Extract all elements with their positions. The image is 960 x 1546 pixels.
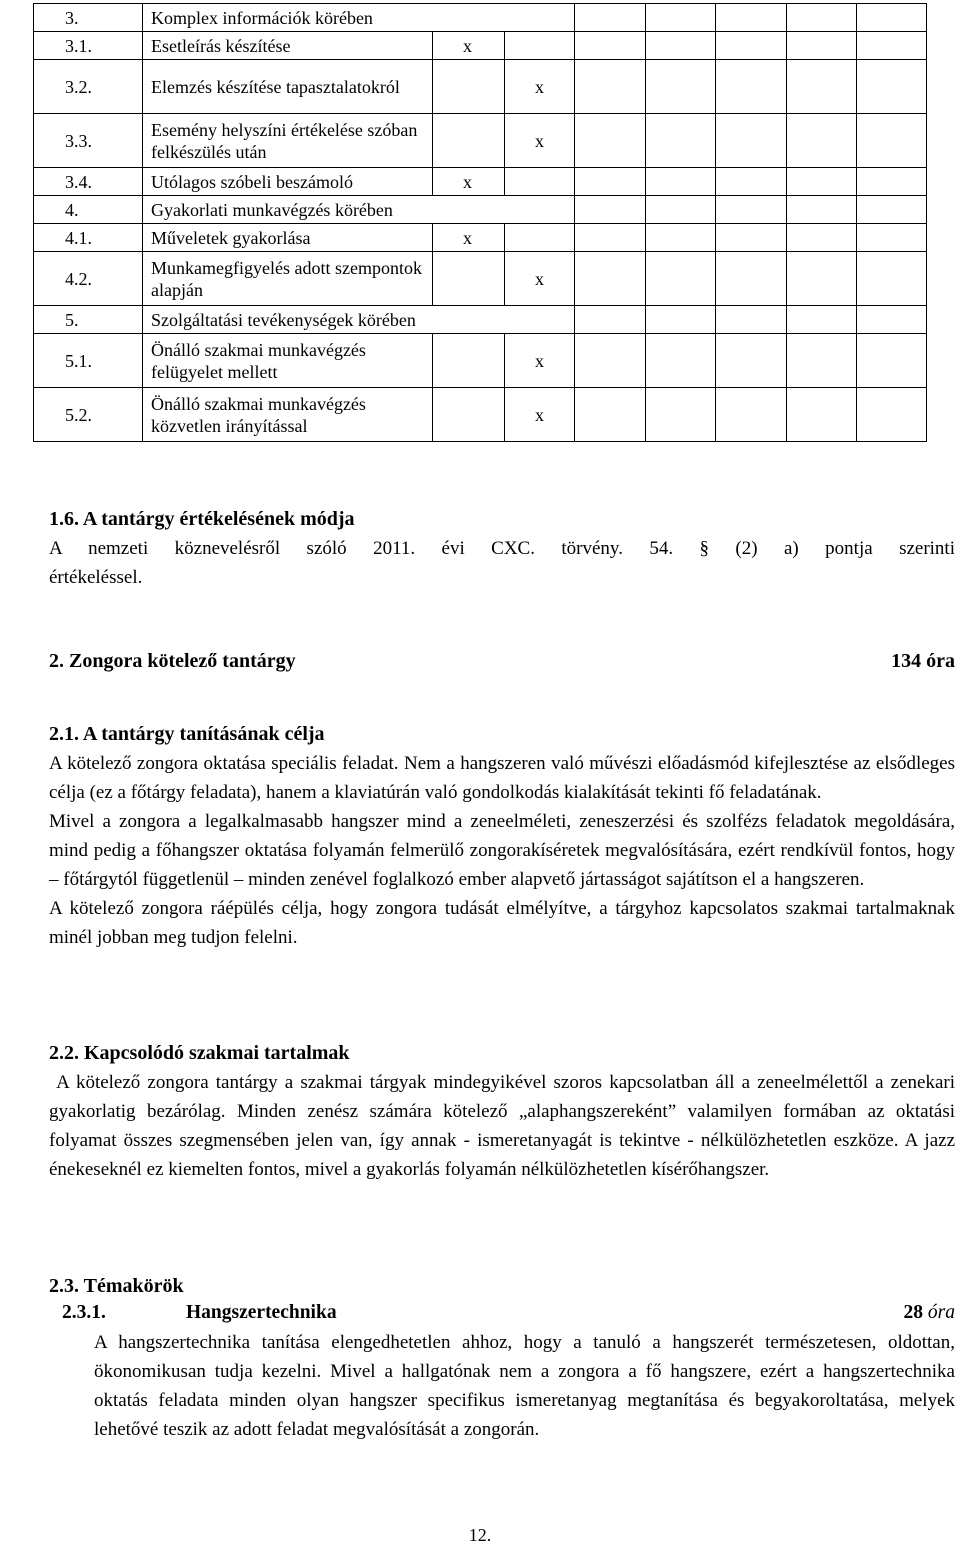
empty-cell [716, 306, 787, 334]
mark-cell: x [505, 114, 575, 168]
mark-cell: x [433, 32, 505, 60]
empty-cell [787, 60, 857, 114]
section-2-1-paragraph: A kötelező zongora ráépülés célja, hogy zongora tudását elmélyítve, a tárgyhoz kapcsolatos szakmai tartalmaknak minél jobban meg tudjon felelni. [49, 898, 955, 948]
empty-cell [857, 60, 927, 114]
section-1-6-line1: A nemzeti köznevelésről szóló 2011. évi CXC. törvény. 54. § (2) a) pontja szerinti [49, 538, 955, 559]
empty-cell [716, 60, 787, 114]
empty-cell [857, 114, 927, 168]
topic-number: 2.3.1. [62, 1302, 106, 1323]
empty-cell [857, 4, 927, 32]
table-row [34, 252, 927, 306]
empty-cell [787, 4, 857, 32]
empty-cell [787, 306, 857, 334]
row-number: 5.1. [34, 334, 143, 388]
mark-cell: x [433, 168, 505, 196]
section-2-3-heading: 2.3. Témakörök [49, 1275, 184, 1297]
mark-cell [505, 32, 575, 60]
mark-cell [433, 388, 505, 442]
chapter-title: 2. Zongora kötelező tantárgy [49, 650, 296, 672]
row-number: 3.2. [34, 60, 143, 114]
row-label: Önálló szakmai munkavégzés felügyelet mellett [143, 334, 433, 388]
mark-cell: x [505, 334, 575, 388]
row-number: 5.2. [34, 388, 143, 442]
table-row [34, 4, 927, 32]
empty-cell [716, 334, 787, 388]
empty-cell [857, 388, 927, 442]
empty-cell [575, 114, 646, 168]
empty-cell [575, 306, 646, 334]
empty-cell [857, 334, 927, 388]
mark-cell [505, 224, 575, 252]
mark-cell: x [433, 224, 505, 252]
table-row [34, 32, 927, 60]
assessment-table-body [34, 4, 927, 442]
empty-cell [857, 32, 927, 60]
empty-cell [575, 224, 646, 252]
empty-cell [787, 334, 857, 388]
empty-cell [716, 252, 787, 306]
row-label: Esemény helyszíni értékelése szóban felkészülés után [143, 114, 433, 168]
assessment-table [33, 3, 927, 442]
section-2-2-paragraph: A kötelező zongora tantárgy a szakmai tárgyak mindegyikével szoros kapcsolatban áll a zeneelmélettől a zenekari gyakorlatig bezárólag. Minden zenész számára kötelező „alaphangszereként” valamilyen formában az oktatási folyamat összes szegmensében jelen van, így annak - ismeretanyagát is tekintve - nélkülözhetetlen eszköze. A jazz énekeseknél ez kiemelten fontos, mivel a gyakorlás folyamán nélkülözhetetlen kísérőhangszer. [49, 1072, 960, 1180]
empty-cell [575, 196, 646, 224]
mark-cell [433, 334, 505, 388]
table-row [34, 168, 927, 196]
table-row [34, 60, 927, 114]
row-label: Utólagos szóbeli beszámoló [143, 168, 433, 196]
empty-cell [646, 224, 716, 252]
empty-cell [575, 334, 646, 388]
empty-cell [787, 32, 857, 60]
empty-cell [857, 252, 927, 306]
row-number: 3.1. [34, 32, 143, 60]
topic-body [94, 1328, 955, 1444]
row-number: 3.3. [34, 114, 143, 168]
empty-cell [646, 334, 716, 388]
empty-cell [575, 32, 646, 60]
mark-cell: x [505, 60, 575, 114]
empty-cell [857, 306, 927, 334]
empty-cell [716, 32, 787, 60]
empty-cell [787, 196, 857, 224]
mark-cell [433, 60, 505, 114]
empty-cell [716, 196, 787, 224]
mark-cell [433, 114, 505, 168]
empty-cell [646, 388, 716, 442]
empty-cell [716, 224, 787, 252]
table-row [34, 196, 927, 224]
empty-cell [575, 168, 646, 196]
empty-cell [646, 32, 716, 60]
empty-cell [857, 168, 927, 196]
row-number: 4.1. [34, 224, 143, 252]
row-number: 4.2. [34, 252, 143, 306]
table-row [34, 306, 927, 334]
mark-cell [505, 168, 575, 196]
empty-cell [575, 4, 646, 32]
empty-cell [787, 114, 857, 168]
mark-cell: x [505, 252, 575, 306]
row-number: 3.4. [34, 168, 143, 196]
empty-cell [716, 168, 787, 196]
empty-cell [787, 252, 857, 306]
empty-cell [646, 306, 716, 334]
section-1-6 [49, 505, 955, 592]
empty-cell [857, 196, 927, 224]
empty-cell [646, 196, 716, 224]
table-row [34, 334, 927, 388]
table-row [34, 388, 927, 442]
empty-cell [646, 168, 716, 196]
empty-cell [575, 60, 646, 114]
empty-cell [646, 252, 716, 306]
empty-cell [575, 388, 646, 442]
empty-cell [646, 4, 716, 32]
topic-hours [904, 1302, 955, 1324]
row-label: Szolgáltatási tevékenységek körében [143, 306, 575, 334]
row-label: Elemzés készítése tapasztalatokról [143, 60, 433, 114]
row-label: Munkamegfigyelés adott szempontok alapján [143, 252, 433, 306]
row-label: Gyakorlati munkavégzés körében [143, 196, 575, 224]
topic-hours-unit: óra [927, 1302, 955, 1323]
section-2-1-heading: 2.1. A tantárgy tanításának célja [49, 723, 325, 745]
topic-title: Hangszertechnika [186, 1302, 337, 1323]
empty-cell [575, 252, 646, 306]
row-number: 4. [34, 196, 143, 224]
topic-paragraph: A hangszertechnika tanítása elengedhetetlen ahhoz, hogy a tanuló a hangszerét természetesen, oldottan, ökonomikusan tudja kezelni. Mivel a hallgatónak nem a zongora a fő hangszere, ezért a hangszertechnika oktatás feladata minden olyan hangszer specifikus ismeretanyag megtanítása és begyakoroltatása, melyek lehetővé teszik az adott feladat megvalósítását a zongorán. [94, 1332, 955, 1440]
row-label: Komplex információk körében [143, 4, 575, 32]
chapter-heading [49, 650, 955, 673]
chapter-hours: 134 óra [891, 650, 955, 672]
empty-cell [787, 388, 857, 442]
topic-hours-number: 28 [903, 1302, 924, 1323]
section-2-1 [49, 720, 955, 952]
section-2-2 [49, 1039, 960, 1184]
section-2-1-paragraph: A kötelező zongora oktatása speciális feladat. Nem a hangszeren való művészi előadásmód kifejlesztése az elsődleges célja (ez a főtárgy feladata), hanem a klaviatúrán való gondolkodás kialakítását tekinti fő feladatának. [49, 753, 955, 803]
table-row [34, 224, 927, 252]
empty-cell [787, 224, 857, 252]
empty-cell [646, 60, 716, 114]
mark-cell [433, 252, 505, 306]
section-1-6-heading: 1.6. A tantárgy értékelésének módja [49, 508, 355, 530]
empty-cell [716, 114, 787, 168]
row-label: Önálló szakmai munkavégzés közvetlen irányítással [143, 388, 433, 442]
row-label: Műveletek gyakorlása [143, 224, 433, 252]
empty-cell [716, 388, 787, 442]
empty-cell [857, 224, 927, 252]
section-2-1-paragraph: Mivel a zongora a legalkalmasabb hangszer mind a zeneelméleti, zeneszerzési és szolfézs feladatok megoldására, mind pedig a főhangszer oktatása folyamán felmerülő zongorakíséretek megvalósítására, ezért rendkívül fontos, hogy – főtárgytól függetlenül – minden zenével foglalkozó ember alapvető jártasságot sajátítson el a hangszeren. [49, 811, 955, 890]
table-row [34, 114, 927, 168]
section-2-3 [49, 1272, 955, 1301]
page-number: 12. [468, 1525, 492, 1545]
section-2-2-heading: 2.2. Kapcsolódó szakmai tartalmak [49, 1042, 350, 1064]
empty-cell [716, 4, 787, 32]
section-1-6-line2: értékeléssel. [49, 567, 143, 588]
row-number: 3. [34, 4, 143, 32]
mark-cell: x [505, 388, 575, 442]
row-label: Esetleírás készítése [143, 32, 433, 60]
empty-cell [646, 114, 716, 168]
empty-cell [787, 168, 857, 196]
row-number: 5. [34, 306, 143, 334]
